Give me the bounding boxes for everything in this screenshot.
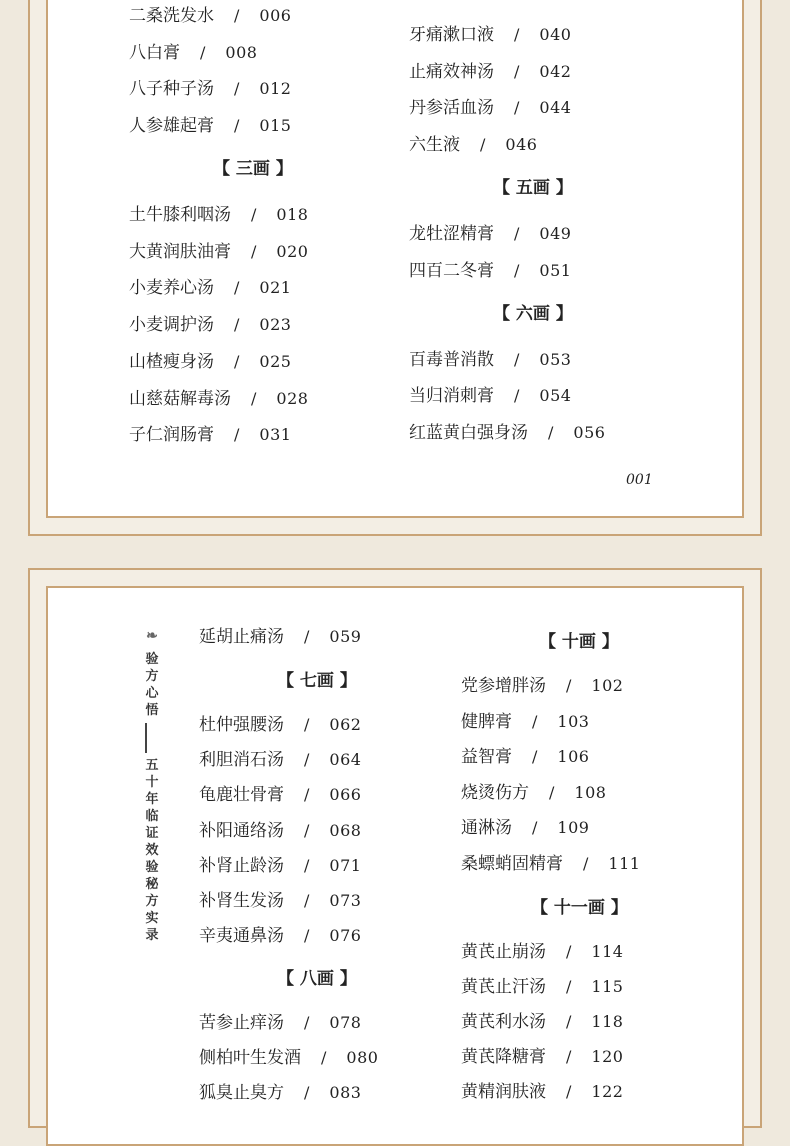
entry-separator: / [514,224,520,243]
entry-separator: / [304,926,310,945]
entry-separator: / [234,352,240,371]
entry-page: 023 [259,315,292,334]
title-char: 悟 [145,703,159,718]
entry-page: 018 [276,205,309,224]
entry-page: 078 [329,1013,362,1032]
entry-page: 109 [557,818,590,837]
entry-page: 053 [539,350,572,369]
entry-separator: / [304,1083,310,1102]
entry-name: 四百二冬膏 [409,261,494,281]
entry-page: 059 [329,627,362,646]
entry-name: 百毒普消散 [409,350,494,370]
entry-page: 071 [329,856,362,875]
toc-entry [409,25,571,45]
entry-separator: / [234,425,240,444]
toc-entry [461,1082,623,1102]
toc-entry [461,1012,623,1032]
toc-entry [199,891,361,911]
entry-separator: / [583,854,589,873]
book-title-vertical [140,628,164,944]
title-char: 验 [145,860,159,875]
title-char: 心 [145,686,159,701]
entry-page: 040 [539,25,572,44]
entry-name: 大黄润肤油膏 [129,242,231,262]
toc-entry [409,62,571,82]
entry-name: 补肾止龄汤 [199,856,284,876]
entry-separator: / [548,423,554,442]
entry-page: 062 [329,715,362,734]
entry-name: 利胆消石汤 [199,750,284,770]
entry-separator: / [304,715,310,734]
entry-separator: / [566,1082,572,1101]
entry-name: 山楂瘦身汤 [129,352,214,372]
entry-separator: / [234,315,240,334]
entry-name: 苦参止痒汤 [199,1013,284,1033]
toc-entry [199,785,361,805]
entry-separator: / [514,350,520,369]
toc-entry [129,242,308,262]
entry-name: 健脾膏 [461,712,512,732]
page-number: 001 [626,472,653,488]
title-char: 临 [145,809,159,824]
entry-separator: / [304,891,310,910]
entry-name: 侧柏叶生发酒 [199,1048,301,1068]
toc-entry [461,676,623,696]
entry-page: 056 [573,423,606,442]
entry-name: 小麦养心汤 [129,278,214,298]
entry-separator: / [304,627,310,646]
entry-page: 122 [591,1082,624,1101]
section-header-7: 【 七画 】 [277,671,357,691]
toc-entry [199,1048,378,1068]
entry-name: 当归消刺膏 [409,386,494,406]
entry-separator: / [234,79,240,98]
entry-separator: / [514,25,520,44]
toc-entry [129,6,291,26]
toc-entry [199,1083,361,1103]
entry-name: 红蓝黄白强身汤 [409,423,528,443]
entry-page: 008 [225,43,258,62]
entry-name: 土牛膝利咽汤 [129,205,231,225]
entry-separator: / [514,261,520,280]
entry-page: 111 [608,854,641,873]
toc-entry [129,425,291,445]
entry-name: 黄芪降糖膏 [461,1047,546,1067]
toc-entry [461,942,623,962]
section-header-10: 【 十画 】 [539,632,619,652]
entry-separator: / [304,856,310,875]
toc-entry [129,79,291,99]
entry-page: 054 [539,386,572,405]
entry-name: 八白膏 [129,43,180,63]
entry-page: 080 [346,1048,379,1067]
toc-entry [409,386,571,406]
title-char: 方 [145,669,159,684]
toc-entry [461,712,589,732]
toc-entry [129,43,257,63]
entry-page: 044 [539,98,572,117]
entry-name: 二桑洗发水 [129,6,214,26]
title-dash [145,723,147,753]
entry-separator: / [251,389,257,408]
entry-separator: / [514,386,520,405]
toc-entry [129,315,291,335]
entry-page: 006 [259,6,292,25]
toc-entry [199,627,361,647]
entry-separator: / [234,278,240,297]
section-header-3: 【 三画 】 [213,159,293,179]
entry-name: 六生液 [409,135,460,155]
entry-name: 黄精润肤液 [461,1082,546,1102]
entry-page: 064 [329,750,362,769]
entry-page: 028 [276,389,309,408]
entry-page: 049 [539,224,572,243]
entry-separator: / [514,62,520,81]
entry-separator: / [532,818,538,837]
entry-page: 020 [276,242,309,261]
entry-name: 黄芪止崩汤 [461,942,546,962]
entry-separator: / [566,942,572,961]
toc-entry [199,750,361,770]
entry-page: 021 [259,278,292,297]
entry-page: 106 [557,747,590,766]
entry-separator: / [566,1012,572,1031]
entry-name: 狐臭止臭方 [199,1083,284,1103]
entry-page: 015 [259,116,292,135]
title-char: 验 [145,652,159,667]
entry-page: 025 [259,352,292,371]
entry-separator: / [566,977,572,996]
section-header-5: 【 五画 】 [493,178,573,198]
toc-entry [199,821,361,841]
entry-separator: / [549,783,555,802]
entry-name: 八子种子汤 [129,79,214,99]
entry-name: 黄芪止汗汤 [461,977,546,997]
entry-page: 031 [259,425,292,444]
entry-name: 延胡止痛汤 [199,627,284,647]
entry-page: 114 [591,942,624,961]
title-char: 方 [145,894,159,909]
entry-separator: / [304,821,310,840]
toc-entry [461,783,606,803]
entry-page: 073 [329,891,362,910]
entry-page: 115 [591,977,624,996]
toc-entry [129,389,308,409]
toc-entry [409,261,571,281]
toc-entry [129,116,291,136]
toc-entry [409,224,571,244]
entry-separator: / [234,6,240,25]
entry-page: 066 [329,785,362,804]
entry-page: 068 [329,821,362,840]
title-char: 录 [145,928,159,943]
title-char: 证 [145,826,159,841]
section-header-11: 【 十一画 】 [531,898,628,918]
entry-separator: / [480,135,486,154]
title-char: 秘 [145,877,159,892]
entry-separator: / [321,1048,327,1067]
entry-separator: / [566,676,572,695]
entry-separator: / [304,1013,310,1032]
toc-entry [409,350,571,370]
entry-name: 黄芪利水汤 [461,1012,546,1032]
entry-page: 046 [505,135,538,154]
entry-name: 丹参活血汤 [409,98,494,118]
entry-name: 桑螵蛸固精膏 [461,854,563,874]
entry-separator: / [200,43,206,62]
entry-name: 益智膏 [461,747,512,767]
entry-name: 龙牡涩精膏 [409,224,494,244]
entry-page: 118 [591,1012,624,1031]
toc-entry [129,352,291,372]
entry-separator: / [251,242,257,261]
entry-name: 止痛效神汤 [409,62,494,82]
entry-separator: / [514,98,520,117]
entry-separator: / [304,785,310,804]
entry-name: 小麦调护汤 [129,315,214,335]
entry-name: 牙痛漱口液 [409,25,494,45]
page-frame-2 [28,568,762,1128]
toc-entry [199,856,361,876]
toc-entry [129,205,308,225]
entry-page: 042 [539,62,572,81]
entry-page: 120 [591,1047,624,1066]
entry-separator: / [532,712,538,731]
entry-name: 龟鹿壮骨膏 [199,785,284,805]
toc-entry [461,977,623,997]
entry-name: 子仁润肠膏 [129,425,214,445]
entry-page: 012 [259,79,292,98]
entry-name: 辛夷通鼻汤 [199,926,284,946]
entry-page: 103 [557,712,590,731]
title-char: 五 [145,758,159,773]
toc-entry [461,1047,623,1067]
entry-separator: / [234,116,240,135]
entry-name: 杜仲强腰汤 [199,715,284,735]
entry-separator: / [566,1047,572,1066]
title-char: 十 [145,775,159,790]
toc-entry [199,715,361,735]
section-header-6: 【 六画 】 [493,304,573,324]
entry-page: 051 [539,261,572,280]
toc-entry [461,854,640,874]
entry-page: 102 [591,676,624,695]
toc-entry [409,135,537,155]
title-char: 年 [145,792,159,807]
entry-page: 108 [574,783,607,802]
toc-entry [409,423,605,443]
toc-entry [461,747,589,767]
entry-name: 补阳通络汤 [199,821,284,841]
entry-name: 通淋汤 [461,818,512,838]
entry-name: 补肾生发汤 [199,891,284,911]
title-char: 效 [145,843,159,858]
entry-page: 083 [329,1083,362,1102]
entry-name: 党参增胖汤 [461,676,546,696]
entry-page: 076 [329,926,362,945]
book-title-text [145,651,158,944]
toc-entry [461,818,589,838]
entry-separator: / [251,205,257,224]
toc-entry [199,1013,361,1033]
ornament-icon: ❧ [146,628,158,644]
entry-name: 人参雄起膏 [129,116,214,136]
title-char: 实 [145,911,159,926]
entry-separator: / [532,747,538,766]
entry-name: 烧烫伤方 [461,783,529,803]
toc-entry [199,926,361,946]
entry-separator: / [304,750,310,769]
toc-entry [409,98,571,118]
toc-entry [129,278,291,298]
section-header-8: 【 八画 】 [277,969,357,989]
entry-name: 山慈菇解毒汤 [129,389,231,409]
